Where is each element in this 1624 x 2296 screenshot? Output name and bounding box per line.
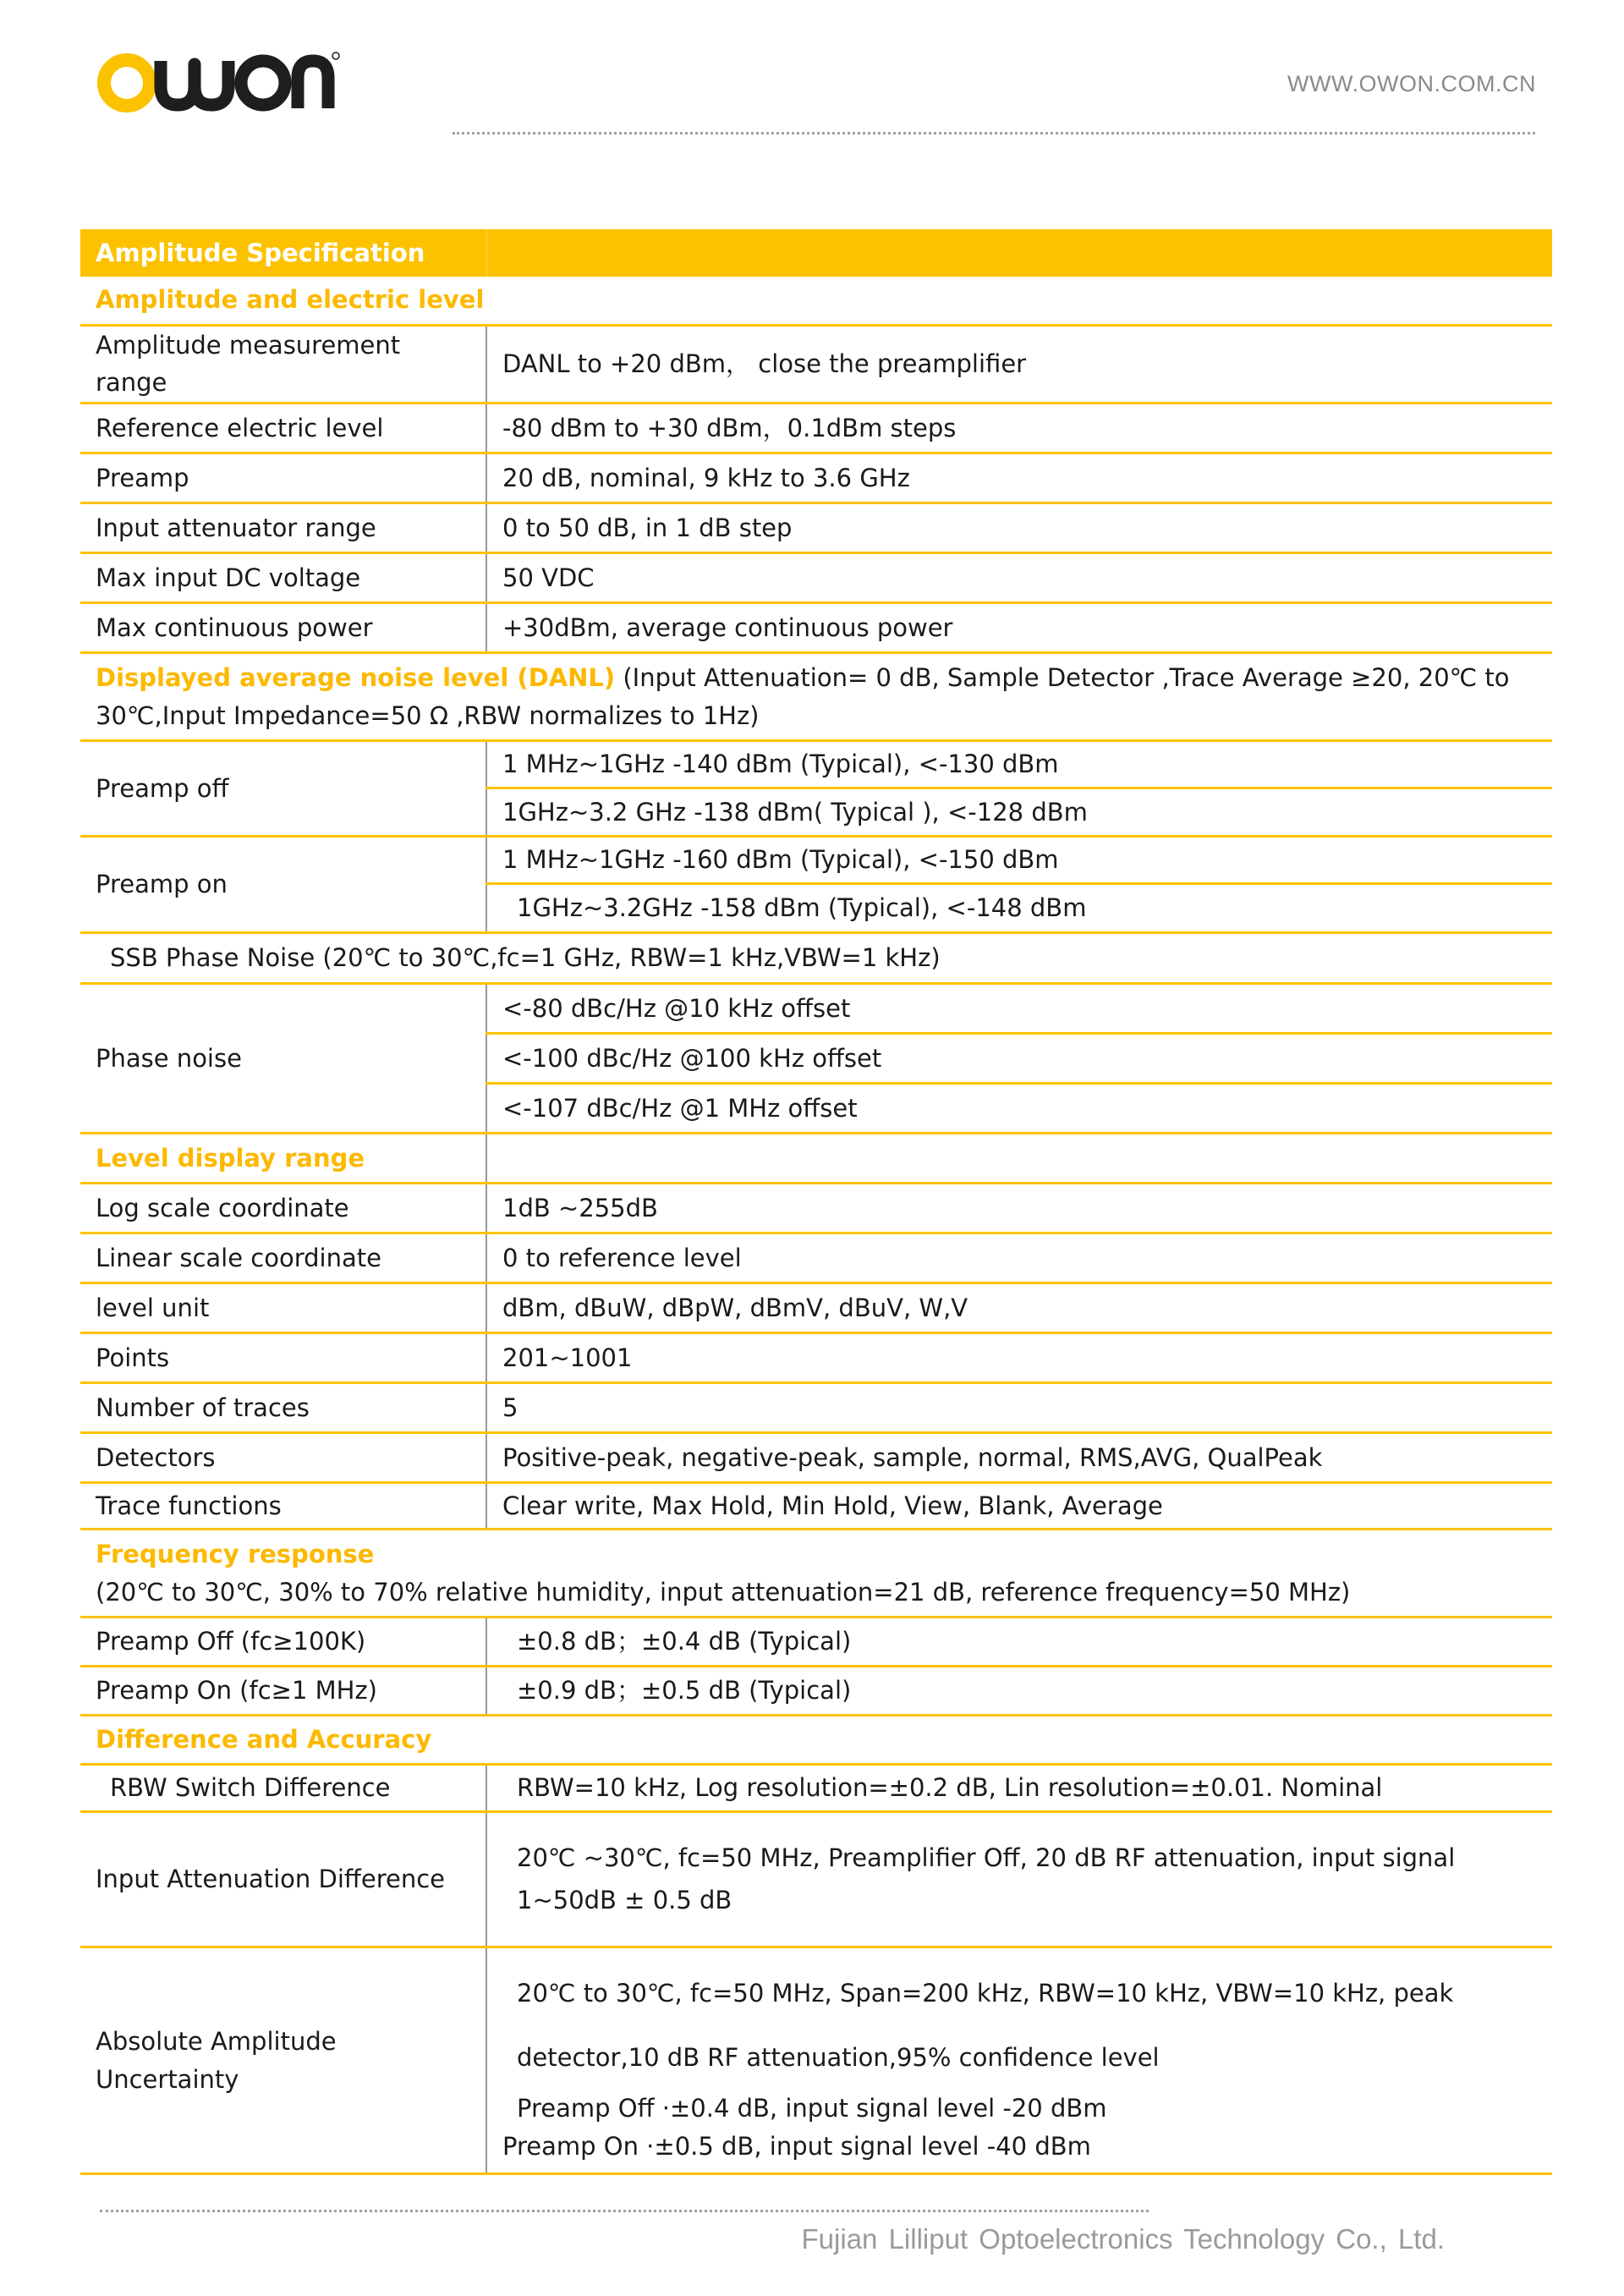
table-row [80, 503, 1552, 553]
row-value: 50 VDC [486, 553, 1552, 603]
freq-response-heading [80, 1530, 1552, 1618]
table-row [80, 1233, 1552, 1283]
abs-uncertainty-preamp-off: Preamp Off ·±0.4 dB, input signal level -20 dBm [517, 2094, 1107, 2123]
row-value: <-100 dBc/Hz @100 kHz offset [486, 1034, 1552, 1084]
table-row [80, 1184, 1552, 1233]
table-row [80, 603, 1552, 653]
row-value: 201~1001 [486, 1333, 1552, 1383]
section-difference-accuracy: Difference and Accuracy [80, 1716, 1552, 1765]
company-name: Fujian Lilliput Optoelectronics Technology Co., Ltd. [801, 2223, 1445, 2255]
row-value-block [486, 1947, 1552, 2174]
table-row [80, 837, 1552, 884]
danl-heading [80, 653, 1552, 741]
row-label: Points [80, 1333, 486, 1383]
table-row [80, 1433, 1552, 1483]
top-dotted-divider [453, 132, 1535, 135]
table-row [80, 404, 1552, 453]
row-value: DANL to +20 dBm， close the preamplifier [486, 325, 1552, 404]
row-value: 1GHz~3.2GHz -158 dBm (Typical), <-148 dBm [486, 884, 1552, 933]
spec-banner-row [80, 229, 1552, 277]
section-row [80, 277, 1552, 325]
row-label: Phase noise [80, 984, 486, 1134]
row-value: RBW=10 kHz, Log resolution=±0.2 dB, Lin resolution=±0.01. Nominal [486, 1765, 1552, 1812]
banner-title: Amplitude Specification [80, 229, 486, 277]
row-value: 1 MHz~1GHz -140 dBm (Typical), <-130 dBm [486, 741, 1552, 788]
row-value: dBm, dBuW, dBpW, dBmV, dBuV, W,V [486, 1283, 1552, 1333]
row-label: Preamp [80, 453, 486, 503]
row-label: Preamp On (fc≥1 MHz) [80, 1667, 486, 1716]
row-value: 0 to reference level [486, 1233, 1552, 1283]
row-value: -80 dBm to +30 dBm，0.1dBm steps [486, 404, 1552, 453]
table-row [80, 553, 1552, 603]
row-label: Detectors [80, 1433, 486, 1483]
row-label: Max input DC voltage [80, 553, 486, 603]
row-label: Log scale coordinate [80, 1184, 486, 1233]
row-label: Number of traces [80, 1383, 486, 1433]
row-value: ±0.8 dB；±0.4 dB (Typical) [486, 1618, 1552, 1667]
section-danl: Displayed average noise level (DANL) [96, 662, 616, 692]
row-label: Preamp Off (fc≥100K) [80, 1618, 486, 1667]
row-label: Input Attenuation Difference [80, 1812, 486, 1947]
row-label: Amplitude measurement range [80, 325, 486, 404]
table-row [80, 741, 1552, 788]
bottom-dotted-divider [100, 2210, 1149, 2212]
section-row [80, 1134, 1552, 1184]
row-label: Max continuous power [80, 603, 486, 653]
row-label: Preamp on [80, 837, 486, 933]
row-value: 1dB ~255dB [486, 1184, 1552, 1233]
row-value: 20℃ ~30℃, fc=50 MHz, Preamplifier Off, 20 dB RF attenuation, input signal 1~50dB ± 0.5 dB [486, 1812, 1552, 1947]
table-row [80, 984, 1552, 1034]
section-level-display: Level display range [80, 1134, 486, 1184]
row-value: Positive-peak, negative-peak, sample, normal, RMS,AVG, QualPeak [486, 1433, 1552, 1483]
row-value: 1 MHz~1GHz -160 dBm (Typical), <-150 dBm [486, 837, 1552, 884]
row-label: Linear scale coordinate [80, 1233, 486, 1283]
section-row [80, 1716, 1552, 1765]
table-row [80, 1667, 1552, 1716]
row-label: Reference electric level [80, 404, 486, 453]
row-label: Trace functions [80, 1483, 486, 1530]
table-row [80, 1765, 1552, 1812]
row-value: 1GHz~3.2 GHz -138 dBm( Typical ), <-128 dBm [486, 788, 1552, 837]
table-row [80, 1947, 1552, 2174]
table-row [80, 1483, 1552, 1530]
row-label: Absolute Amplitude Uncertainty [80, 1947, 486, 2174]
freq-response-conditions: (20℃ to 30℃, 30% to 70% relative humidity, input attenuation=21 dB, reference frequency=50 MHz) [96, 1577, 1351, 1607]
table-row [80, 1333, 1552, 1383]
row-value: 5 [486, 1383, 1552, 1433]
section-row [80, 653, 1552, 741]
table-row [80, 1283, 1552, 1333]
row-label: Preamp off [80, 741, 486, 837]
row-label: Input attenuator range [80, 503, 486, 553]
website-url[interactable]: WWW.OWON.COM.CN [1287, 71, 1536, 96]
row-label: level unit [80, 1283, 486, 1333]
table-row [80, 453, 1552, 503]
row-value: 20 dB, nominal, 9 kHz to 3.6 GHz [486, 453, 1552, 503]
danl-conditions: (Input Attenuation= 0 dB, Sample Detector ,Trace Average ≥20, 20℃ to 30℃,Input Impedance=50 Ω ,RBW normalizes to 1Hz) [96, 662, 1510, 730]
banner-filler [486, 229, 1552, 277]
table-row [80, 325, 1552, 404]
row-value: Clear write, Max Hold, Min Hold, View, Blank, Average [486, 1483, 1552, 1530]
abs-uncertainty-conditions: 20℃ to 30℃, fc=50 MHz, Span=200 kHz, RBW=10 kHz, VBW=10 kHz, peak detector,10 dB RF attenuation,95% confidence level [517, 1979, 1454, 2072]
table-row [80, 1618, 1552, 1667]
abs-uncertainty-preamp-on: Preamp On ·±0.5 dB, input signal level -40 dBm [502, 2132, 1091, 2161]
amplitude-spec-table [80, 229, 1552, 2175]
section-amplitude-level: Amplitude and electric level [80, 277, 1552, 325]
row-value: ±0.9 dB；±0.5 dB (Typical) [486, 1667, 1552, 1716]
row-value: 0 to 50 dB, in 1 dB step [486, 503, 1552, 553]
row-value-empty [486, 1134, 1552, 1184]
row-label: RBW Switch Difference [80, 1765, 486, 1812]
section-frequency-response: Frequency response [96, 1539, 375, 1568]
section-row [80, 933, 1552, 984]
section-ssb-phase-noise: SSB Phase Noise (20℃ to 30℃,fc=1 GHz, RBW=1 kHz,VBW=1 kHz) [80, 933, 1552, 984]
row-value: +30dBm, average continuous power [486, 603, 1552, 653]
section-row [80, 1530, 1552, 1618]
owon-logo [95, 47, 340, 115]
row-value: <-107 dBc/Hz @1 MHz offset [486, 1084, 1552, 1134]
table-row [80, 1812, 1552, 1947]
row-value: <-80 dBc/Hz @10 kHz offset [486, 984, 1552, 1034]
table-row [80, 1383, 1552, 1433]
